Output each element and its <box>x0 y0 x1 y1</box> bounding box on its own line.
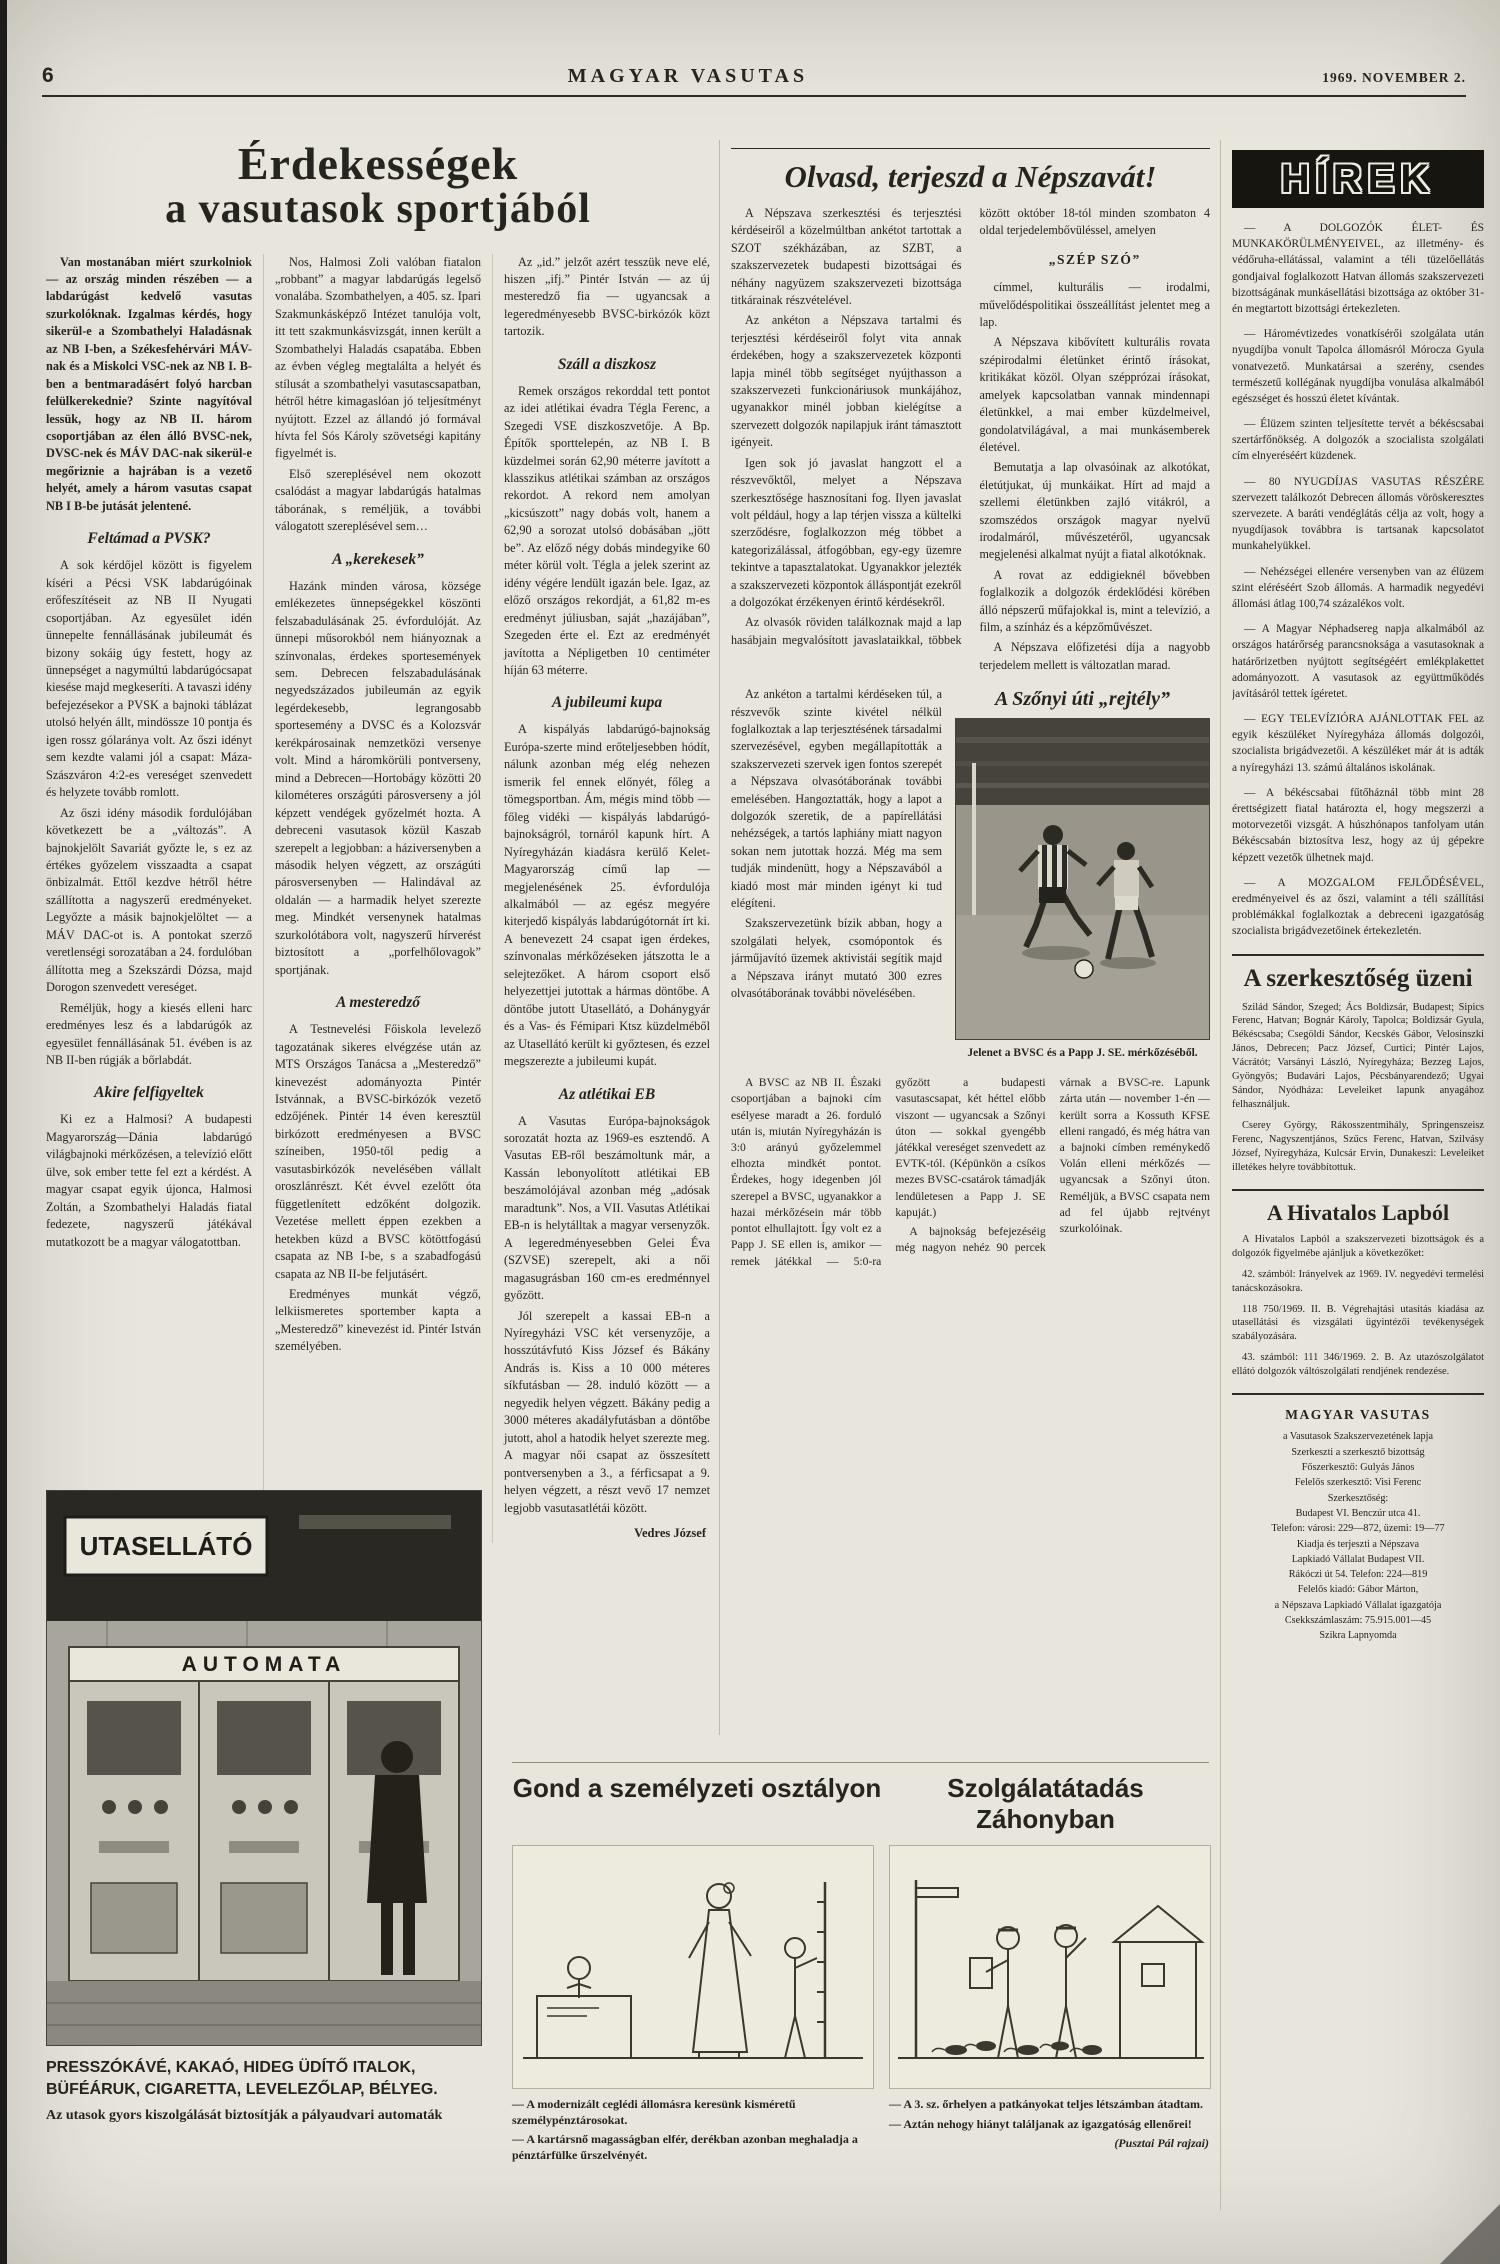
paragraph: címmel, kulturális — irodalmi, művelődéspolitikai összeállítást jelentet meg a lap. <box>979 280 1210 330</box>
paragraph: Szilád Sándor, Szeged; Ács Boldizsár, Budapest; Sipics Ferenc, Hatvan; Bognár Károly, Tapolca; Boldizsár Gyula, Békéscsaba; Csegöldi Sándor, Kecskés Gábor, Velosinszki János, Debrecen; Pacz József, Curtici; Pintér Lajos, Vácrátót; Varsányi László, Nyíregyháza; Bezzeg Lajos, Gyöngyös; Budavári Lajos, Pécsbányarendező; Ugyai Sándor, Nyódháza: Leveleiket lapunk anyagához felhasználjuk. <box>1232 1001 1484 1111</box>
match-photo-box <box>955 686 1210 1061</box>
photo-caption: Jelenet a BVSC és a Papp J. SE. mérkőzéséből. <box>967 1047 1198 1060</box>
sport-article <box>46 140 710 1543</box>
subheading: Az atlétikai EB <box>558 1085 656 1103</box>
column-rule <box>1220 140 1221 2210</box>
official-gazette-title: A Hivatalos Lapból <box>1266 1199 1450 1225</box>
official-gazette-section <box>1232 1189 1484 1379</box>
paragraph: — Nehézségei ellenére versenyben van az élüzem szint eléréséért Szob állomás. A harmadik negyedévi állomási átlag 100,74 százalékos volt. <box>1232 565 1484 610</box>
paragraph: Eredményes munkát végző, lelkiismeretes sportember kapta a „Mesteredző” kinevezést id. Pintér István személyében. <box>275 1286 481 1354</box>
cartoon-panels <box>512 1845 1209 2089</box>
issue-date: 1969. NOVEMBER 2. <box>1322 70 1466 85</box>
paragraph: Felelős kiadó: Gábor Márton, <box>1297 1584 1419 1596</box>
official-gazette-body <box>1232 1233 1484 1379</box>
paragraph: 42. számból: Irányelvek az 1969. IV. negyedévi termelési tanácskozásokra. <box>1232 1268 1484 1294</box>
paragraph: Van mostanában miért szurkolniok — az ország minden részében — a labdarúgást kedvelő vasutas szurkolóknak. Izgalmas kérdés, hogy sikerül-e a Szombathelyi Haladásnak az NB I-ben, a Székesfehérvári MÁV-nak és a Miskolci VSC-nek az NB I. B-ben a bentmaradásért folyó harcban felülkerekednie? Szinte nagyítóval lessük, hogy az NB II. három csoportjában az élen álló BVSC-nek, DVSC-nek és MÁV DAC-nak sikerül-e megőriznie a hajrában is a vezető helyét, amely a három vasutas csapat NB I B-be jutását jelentené. <box>46 254 252 513</box>
cartoon-right-drawing <box>890 1846 1210 2088</box>
paragraph: A kispályás labdarúgó-bajnokság Európa-szerte mind erőteljesebben hódít, nálunk azonban még elég nehezen ismerik fel ennek előnyét, főleg a tömegsportban. Ám, mégis mind több — főleg vidéki — kispályás labdarúgó-bajnokságról, tornáról kapunk hírt. A Nyíregyházán kiadásra kerülő Kelet-Magyarország című lap — megjelenésének 25. évfordulója alkalmából — az egész megyére kiterjedő kispályás labdarúgótornát írt ki. A benevezett 24 csapat igen érdekes, színvonalas mérkőzéseken játszotta le a selejtezőket. A három csoport első helyezettjei jutottak a hármas döntőbe. A döntőbe jutott Utasellátó, a Dohánygyár és a Vas- és Fémipari Ktsz küzdelméből az Utasellátó került ki győztesen, és ezzel megszerezte a jubileumi kupát. <box>504 722 710 1069</box>
match-photo <box>955 718 1210 1040</box>
cartoon-title-left: Gond a személyzeti osztályon <box>512 1773 882 1803</box>
paragraph: — A békéscsabai fűtőháznál több mint 28 érettségizett fiatal határozta el, hogy megszerzi a motorvezetői vizsgát. A húszhónapos tanfolyam után Békéscsabán biztosítva lesz, hogy az új gépekre képzett vezetők ülhetnek majd. <box>1232 786 1484 864</box>
subheading: Akire felfigyeltek <box>94 1084 204 1102</box>
paragraph: Igen sok jó javaslat hangzott el a részvevőktől, melyet a Népszava szerkesztősége hasznosítani fog. Ilyen javaslat volt például, hogy a lap térjen vissza a kültelki szerződésre, foglalkozzon még többet a kategorizálással, átfogóbban, egy-egy üzemre tekintve a tapasztalatokat. Ugyanakkor jelezték a szakszervezeti központok álláspontját ezekről a dolgozókat érzékenyen érintő kérdésekről. <box>731 455 962 609</box>
nepszava-headline: Olvasd, terjeszd a Népszavát! <box>731 148 1210 195</box>
paragraph: Szerkesztőség: <box>1327 1492 1389 1504</box>
cartoon-title-right: Szolgálatátadás Záhonyban <box>947 1773 1144 1834</box>
column-rule <box>719 140 720 1735</box>
paragraph: Kiadja és terjeszti a Népszava <box>1296 1538 1420 1550</box>
hirek-items <box>1232 220 1484 940</box>
ad-caption-main: PRESSZÓKÁVÉ, KAKAÓ, HIDEG ÜDÍTŐ ITALOK, BÜFÉÁRUK, CIGARETTA, LEVELEZŐLAP, BÉLYEG. <box>46 2059 438 2098</box>
vending-machines-illustration <box>47 1491 481 2045</box>
paragraph: Az ankéton a tartalmi kérdéseken túl, a részvevők szinte kivétel nélkül foglalkoztak a lap terjesztésének társadalmi szervezésével, egyben megállapították a szakszervezeti szervek igen fontos szerepét a Népszava olvasótáborának további emelésében. Hangoztatták, hogy a lapot a dolgozók szeretik, de a papírellátási nehézségek, a tartós laphiány miatt nagyon sokan nem jutottak hozzá. Még ma sem tudják mindenütt, hogy a Népszavából a kiadó most már minden igényt ki tud elégíteni. <box>731 687 942 911</box>
paragraph: A bajnokság befejezéséig még nagyon nehéz 90 percek várnak a BVSC-re. Lapunk zárta után — november 1-én — került sorra a Kossuth KFSE elleni rangadó, és még hátra van a bajnoki címben reménykedő Volán elleni mérkőzés — ugyancsak a Szőnyi úton. Reméljük, a BVSC csapata nem ad fel újabb rejtvényt szurkolóinak. <box>895 1076 1210 1255</box>
inline-heading: „SZÉP SZÓ” <box>1048 251 1141 267</box>
cartoon-right-caption <box>889 2097 1209 2167</box>
cartoon-left-drawing <box>513 1846 873 2088</box>
paragraph: — A 3. sz. őrhelyen a patkányokat teljes létszámban átadtam. <box>889 2097 1203 2111</box>
nepszava-body <box>731 205 1210 674</box>
editors-messages-title: A szerkesztőség üzeni <box>1243 964 1473 992</box>
paragraph: Remek országos rekorddal tett pontot az idei atlétikai évadra Tégla Ferenc, a Szegedi VSE diszkoszvetője. A Bp. Építők sporttelepén, az NB I. B küzdelmei során 62,90 méterre javított a klasszikus atlétikai számban az országos rekordot. A rekord nem amolyan „kicsúszott” nagy dobás volt, hanem a 62,90 a sorozat utolsó dobásában „jött be”. Az előző négy dobás mindegyike 60 méter körül volt. Tégla a jelek szerint az idény végére lendült igazán bele. Igaz, az előző országos rekordját, a 61,82 m-es eredményt júliusban, saját „hazájában”, Szegeden érte el. Ezt az eredményét javította a Népligetben 10 centiméter híján 63 méterre. <box>504 383 710 678</box>
hirek-column <box>1232 150 1484 2210</box>
paragraph: Cserey György, Rákosszentmihály, Springenszeisz Ferenc, Nagyszentjános, Szűcs Ferenc, Hatvan, Szilvásy József, Nyíregyháza, Kulcsár Ervin, Dunakeszi: Leveleiket illetékes helyre továbbítottuk. <box>1232 1120 1484 1173</box>
paragraph: Budapest VI. Benczúr utca 41. <box>1295 1507 1421 1519</box>
sport-column-1 <box>46 254 263 1543</box>
sport-column-3 <box>492 254 710 1543</box>
paragraph: Csekkszámlaszám: 75.915.001—45 <box>1284 1615 1432 1626</box>
paragraph: A Népszava kibővített kulturális rovata szépirodalmi életünket érintő írásokat, kritikákat közöl. Olyan szépprózai írásokat, amelyek kapcsolatban vannak mindennapi életünkkel, a mai ember küzdelmeivel, gondolatvilágával, a mai munkásemberek életével. <box>979 335 1210 454</box>
paragraph: — Háromévtizedes vonatkísérői szolgálata után nyugdíjba vonult Tapolca állomásról Mórocza Gyula vonatvezető. Munkatársai a szerény, csendes természetű kollégának nyugdíjba vonulása alkalmából egészséget és hosszú életet kívántak. <box>1232 328 1484 405</box>
paragraph: Ki ez a Halmosi? A budapesti Magyarország—Dánia labdarúgó világbajnoki mérkőzésen, a televízió előtt ülve, sok ember tette fel ezt a kérdést. A magyar csapat egyik újonca, Halmosi Zoltán, a Szombathelyi Haladás fiatal fedezete, nagyszerű játékával mutatkozott be a magyar válogatottban. <box>46 1112 252 1249</box>
advertisement <box>46 1490 482 2126</box>
paragraph: — Élüzem szinten teljesítette tervét a békéscsabai szertárfőnökség. A dolgozók a szocialista szolgálati cím elnyeréséért küzdenek. <box>1232 418 1484 463</box>
paragraph: A Vasutas Európa-bajnokságok sorozatát hozta az 1969-es esztendő. A Vasutas EB-ről beszámoltunk már, a Kassán lebonyolított atlétikai EB beszámolójával azonban még „adósak maradtunk”. Nos, a VII. Vasutas Atlétikai EB-n is helytálltak a magyar versenyzők. A legeredményesebben Gelei Éva (SZVSE) szerepelt, aki a női magasugrásban 160 cm-es eredménnyel győzött. <box>504 1113 710 1303</box>
ad-photo <box>46 1490 482 2046</box>
cartoon-right <box>889 1845 1211 2089</box>
cartoon-captions <box>512 2097 1209 2167</box>
paragraph: — Aztán nehogy hiányt találjanak az igazgatóság ellenőrei! <box>889 2116 1192 2131</box>
subheading: Száll a diszkosz <box>557 355 657 373</box>
paragraph: Bemutatja a lap olvasóinak az alkotókat, életútjukat, új munkáikat. Hírt ad majd a szellemi életünkben zajló vitákról, a szomszédos országok magyar nyelvű irodalmáról, művészetéről, ugyancsak megjelenési alkalmat nyújt a fiatal alkotóknak. <box>979 460 1210 562</box>
byline: Vedres József <box>634 1525 706 1540</box>
paragraph: Jól szerepelt a kassai EB-n a Nyíregyházi VSC két versenyzője, a hosszútávfutó Kiss József és Bákány András is. Kiss a 10 000 méteres síkfutásban — 28. induló között — a negyedik helyen végzett. Bákány pedig a 3000 méteres akadályfutásban a döntőbe jutott, ahol a hatodik helyet szerezte meg. A magyar női csapat az összesített pontversenyben a 3., a férficsapat a 9. helyen végzett, a részt vevő 17 nemzet legjobb vasutasatlétái között. <box>504 1308 710 1515</box>
cartoonist-credit: (Pusztai Pál rajzai) <box>1114 2136 1209 2151</box>
paragraph: — A kartársnő magasságban elfér, derékban azonban meghaladja a pénztárfülke űrszelvényét. <box>512 2132 858 2162</box>
paragraph: A sok kérdőjel között is figyelem kíséri a Pécsi VSK labdarúgóinak erőfeszítéseit az NB II Nyugati csoportjában. Az egyesület idén ünnepelte fennállásának jubileumát és bizony sokáig úgy festett, hogy az ünnepséget a nagymúltú labdarúgócsapat kiesése majd megkeseríti. A tavaszi idény befejezésekor a PVSK a bajnoki táblázat utolsó helyén állt, mindössze 10 pontja és igen rossz gólaránya volt. Az őszi idényt sem kezdte valami jól a csapat: Máza-Szászváron 4:2-es vereséget szenvedett és helyzete tovább romlott. <box>46 558 252 800</box>
editors-messages-body <box>1232 1001 1484 1175</box>
hirek-logo <box>1232 150 1484 208</box>
paragraph: A Népszava szerkesztési és terjesztési kérdéseiről a közelmúltban ankétot tartottak a SZOT székházában, az SZBT, a szakszervezetek budapesti bizottságai és néhány nagyüzem szakszervezeti bizottsága titkárainak részvételével. <box>731 206 962 308</box>
paragraph: — A MOZGALOM FEJLŐDÉSÉVEL, eredményeivel és az őszi, valamint a téli szállítási problémákkal foglalkoztak a debreceni igazgatóság szocialista brigádvezetőinek értekezletén. <box>1232 876 1484 938</box>
paragraph: — 80 NYUGDÍJAS VASUTAS RÉSZÉRE szervezett találkozót Debrecen állomás vöröskeresztes szervezete. A baráti vendéglátás célja az volt, hogy a nyugdíjasok továbbra is tartsanak kapcsolatot munkahelyükkel. <box>1232 475 1484 553</box>
paragraph: Az olvasók röviden találkoznak majd a lap hasábjain megvalósított javaslataikkal, többek között október 18-tól minden szombaton 4 oldal terjedelembővüléssel, amelyen <box>731 206 1210 647</box>
scan-corner-shadow <box>1440 2204 1500 2264</box>
paragraph: a Népszava Lapkiadó Vállalat igazgatója <box>1274 1599 1442 1611</box>
paragraph: Az ankéton a Népszava tartalmi és terjesztési kérdéseiről folyt vita annak érdekében, hogy a szakszervezetek központi lapja minél több segítséget nyújthasson a szakszervezeti funkcionáriusok munkájához, ugyanakkor minél jobban kielégítse a szervezett dolgozók napilapjuk iránt támasztott igényeit. <box>731 313 962 450</box>
subheading: A „kerekesek” <box>332 550 424 568</box>
paragraph: Hazánk minden városa, községe emlékezetes ünnepségekkel köszönti felszabadulásának 25. évfordulóját. Az ünnepi műsorokból nem hiányoznak a színvonalas, érdekes sportesemények sem. Debrecen felszabadulásának negyedszázados jubileumán az egyik legérdekesebb, legrangosabb sportesemény a DVSC és a Kolozsvár kerékpárosainak nemzetközi versenye volt. Mind a háromkörüli pontverseny, mind a Debrecen—Hortobágy közötti 20 kilométeres országúti párosverseny a jól képzett vendégek győzelmét hozta. A debreceni vasutasok közül Kaszab szerepelt a legjobban: a háziversenyben a második helyen végzett, az országúti párosversenyben — Halindával az oldalán — a harmadik helyet szerezte meg. Mindkét versenynek hatalmas szurkolótábora volt, nagyszerű hírverést biztosított a „porfelhőlovagok” sportjának. <box>275 578 481 977</box>
paragraph: A Népszava előfizetési díja a nagyobb terjedelem mellett is változatlan marad. <box>979 640 1210 672</box>
paragraph: 43. számból: 111 346/1969. 2. B. Az utazószolgálatot ellátó dolgozók váltószolgálati rendjének rendezése. <box>1232 1352 1484 1378</box>
paragraph: Az őszi idény második fordulójában következett be a „változás”. A bajnokjelölt Savariát győzte le, s ez az értékes győzelem visszaadta a csapat önbizalmát. Ettől kezdve hétről hétre szállította a nagyszerű eredményeket. Legyőzte a másik bajnokjelöltet — a MÁV DAC-ot is. A pontokat szerző veretlenségi sorozatában a 24. fordulóban állította meg a Szekszárdi Dózsa, majd Dorogon szenvedett vereséget. <box>46 805 252 995</box>
paragraph: Lapkiadó Vállalat Budapest VII. <box>1291 1553 1425 1565</box>
sport-columns <box>46 254 710 1543</box>
sport-column-2 <box>263 254 492 1543</box>
sport-headline <box>46 140 710 232</box>
page-header <box>42 64 1466 97</box>
paragraph: — A Magyar Néphadsereg napja alkalmából az országos határőrség parancsnoksága a vasutasoknak a határőrizetben nyújtott segítségéért emlékplakettet adományozott. A vasutasok az együttműködés javításáról tettek ígéretet. <box>1232 623 1484 700</box>
sport-column-3-text <box>504 254 710 1517</box>
paragraph: MAGYAR VASUTAS <box>1285 1407 1431 1423</box>
editors-messages <box>1232 954 1484 1175</box>
paragraph: Szakszervezetünk bízik abban, hogy a szolgálati helyek, csomópontok és járműjavító üzemek aktivistái segítik majd a Népszava irányt mutató 300 ezres olvasótáborának további növelésében. <box>731 916 942 1001</box>
cartoons-section <box>512 1762 1209 2167</box>
football-photo-illustration <box>956 719 1209 1039</box>
nepszava-middle-row <box>731 686 1210 1061</box>
ad-sign-text: UTASELLÁTÓ <box>79 1531 253 1561</box>
page-number: 6 <box>42 64 54 87</box>
paragraph: A Testnevelési Főiskola levelező tagozatának sikeres elvégzése után az MTS Országos Tanácsa a „Mesteredző” kinevezést adományozta Pintér Istvánnak, a BVSC-birkózók vezető edzőjének. Pintér 14 éven keresztül birkózott eredményesen a BVSC színeiben, 1950-től pedig a vasutasbirkózók nevelésében vállalt oroszlánrészt. Két évvel ezelőtt óta függetlenített edzőként dolgozik. Vezetése mellett éppen ezekben a hetekben küzd a BVSC kötöttfogású csapata az NB I-be, s a szabadfogású csapata az NB II-be feljutásért. <box>275 1022 481 1281</box>
paragraph: Első szereplésével nem okozott csalódást a magyar labdarúgás hatalmas táborának, s reméljük, a további válogatott szereplésével sem… <box>275 466 481 534</box>
paragraph: A BVSC az NB II. Északi csoportjában a bajnoki cím esélyese maradt a 26. forduló után is, miután Nyíregyházán is 3:0 arányú győzelemmel elhozta mindkét pontot. Érdekes, hogy idegenben jól szerepel a BVSC, ugyanakkor a hazai mérkőzésein már több pontot elhullajtott. Így volt ez a Papp J. SE ellen is, amikor — remek játékkal — 5:0-ra győzött a budapesti vasutascsapat, két héttel előbb viszont — ugyancsak a Szőnyi úton — sokkal gyengébb játékkal vereséget szenvedett az EVTK-tól. (Képünkön a csíkos mezes BVSC-csatárok támadják lendületesen a Papp J. SE kapuját.) <box>731 1076 1046 1268</box>
paragraph: A Hivatalos Lapból a szakszervezeti bizottságok és a dolgozók figyelmébe ajánljuk a következőket: <box>1232 1233 1484 1259</box>
paragraph: Szerkeszti a szerkesztő bizottság <box>1291 1446 1425 1458</box>
subheading: Feltámad a PVSK? <box>87 530 211 548</box>
paragraph: A rovat az eddigieknél bővebben foglalkozik a dolgozók érdeklődési körében álló népszerű műfajokkal is, mint a televízió, a film, a színház és a képzőművészet. <box>979 567 1210 634</box>
ad-caption-secondary: Az utasok gyors kiszolgálását biztosítják a pályaudvari automaták <box>46 2108 443 2124</box>
paragraph: — A modernizált ceglédi állomásra keresünk kisméretű személypénztárosokat. <box>512 2097 796 2127</box>
nepszava-continuation <box>731 686 942 1061</box>
sport-headline-line1: Érdekességek <box>237 140 519 189</box>
imprint <box>1232 1393 1484 1643</box>
cartoon-titles <box>512 1773 1209 1835</box>
match-report <box>731 1075 1210 1270</box>
paragraph: a Vasutasok Szakszervezetének lapja <box>1282 1431 1433 1443</box>
paragraph: Telefon: városi: 229—872, üzemi: 19—77 <box>1271 1523 1445 1535</box>
paragraph: Az „id.” jelzőt azért tesszük neve elé, hiszen „ifj.” Pintér István — az új mesteredző fia — ugyancsak a legeredményesebb BVSC-birkózók közt tartozik. <box>504 254 710 339</box>
subheading: A mesteredző <box>336 994 420 1012</box>
cartoon-right-caption-text <box>889 2097 1209 2132</box>
subheading: A jubileumi kupa <box>551 694 663 712</box>
paragraph: Szikra Lapnyomda <box>1319 1630 1397 1642</box>
scan-edge <box>0 0 7 2264</box>
paragraph: Reméljük, hogy a kiesés elleni harc eredményes lesz és a labdarúgók az egyesület fennállásának 51. évében is az NB II-ben rúgják a bőrlabdát. <box>46 1000 252 1067</box>
paragraph: 118 750/1969. II. B. Végrehajtási utasítás kiadása az utasellátási és vizsgálati ügyintézői tevékenységek szabályozására. <box>1232 1303 1484 1343</box>
paragraph: Nos, Halmosi Zoli valóban fiatalon „robbant” a magyar labdarúgás legelső vonalába. Szombathelyen, a 405. sz. Ipari Szakmunkásképző Intézet tanulója volt, itt tett szakmunkásvizsgát, innen került a Szombathelyi Haladás csapatába. Ebben az évben végleg megtalálta a helyét és stílusát a szombathelyi vasutascsapatban, hétről hétre kimagaslóan jó teljesítményt nyújtott. Ezzel az állandó jó formával hívta fel Sós Károly szövetségi kapitány figyelmét is. <box>275 254 481 461</box>
paragraph: — EGY TELEVÍZIÓRA AJÁNLOTTAK FEL az egyik készüléket Nyíregyháza állomás dolgozói, szocialista brigádvezetői. A készüléket már át is adták a nyíregyházi 13. számú általános iskolának. <box>1232 713 1484 774</box>
cartoon-left <box>512 1845 874 2089</box>
paragraph: Főszerkesztő: Gulyás János <box>1301 1462 1415 1474</box>
sport-headline-line2: a vasutasok sportjából <box>165 185 591 232</box>
hirek-logo-text: HÍREK <box>1280 156 1436 201</box>
paragraph: — A DOLGOZÓK ÉLET- ÉS MUNKAKÖRÜLMÉNYEIVEL, az illetmény- és védőruha-ellátással, valamint a téli tüzelőellátás gondjaival foglalkozott Hatvan állomás szakszervezeti bizottságának munkásellátási bizottsága az október 31-én megtartott bizottsági értekezleten. <box>1232 222 1484 315</box>
photo-title: A Szőnyi úti „rejtély” <box>994 688 1171 711</box>
paragraph: Felelős szerkesztő: Visi Ferenc <box>1294 1477 1422 1489</box>
cartoon-left-caption <box>512 2097 874 2167</box>
ad-machine-label-text: AUTOMATA <box>181 1653 347 1676</box>
nepszava-article <box>731 148 1210 1748</box>
paragraph: Rákóczi út 54. Telefon: 224—819 <box>1288 1569 1428 1581</box>
masthead: MAGYAR VASUTAS <box>567 65 809 87</box>
